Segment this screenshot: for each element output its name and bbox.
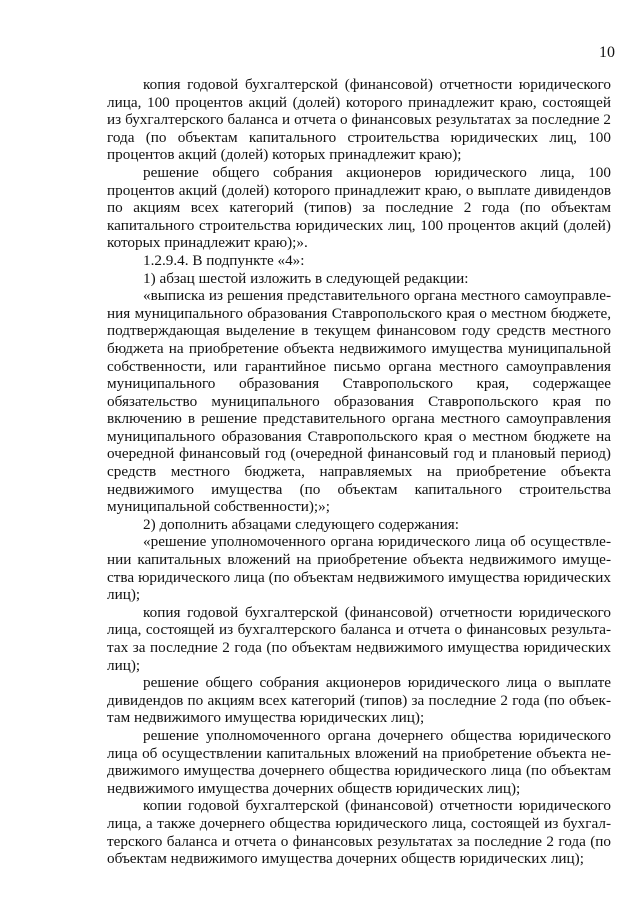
- paragraph-1: копия годовой бухгалтерской (финансовой) отчетности юридического лица, 100 процентов акций (долей) которого принадлежит краю, состоящей из бухгалтерского баланса и отчета о финансовых результатах за последние 2 года (по объектам капитального строительства юридических лиц, 100 процентов акций (долей) которых принадлежит краю);: [107, 76, 611, 164]
- paragraph-4: 1) абзац шестой изложить в следующей редакции:: [143, 269, 469, 287]
- paragraph-9: решение общего собрания акционеров юридического лица о выплате дивидендов по акциям всех категорий (типов) за последние 2 года (по объектам недвижимого имущества юридических лиц);: [107, 674, 611, 727]
- document-body: [107, 76, 611, 868]
- paragraph-8: копия годовой бухгалтерской (финансовой) отчетности юридического лица, состоящей из бухгалтерского баланса и отчета о финансовых результатах за последние 2 года (по объектам недвижимого имущества юридических лиц);: [107, 603, 611, 674]
- page-number: 10: [599, 44, 615, 61]
- paragraph-5: «выписка из решения представительного органа местного самоуправления муниципального образования Ставропольского края о местном бюджете, подтверждающая выделение в текущем финансовом году средств местного бюджета на приобретение объекта недвижимого имущества муниципальной собственности, или гарантийное письмо органа местного самоуправления муниципального образования Ставропольского края, содержащее обязательство муниципального образования Ставропольского края по включению в решение представительного органа местного самоуправления муниципального образования Ставропольского края о местном бюджете на очередной финансовый год (очередной финансовый год и плановый период) средств местного бюджета, направляемых на приобретение объекта недвижимого имущества (по объектам капитального строительства муниципальной собственности);»;: [107, 287, 611, 516]
- paragraph-2: решение общего собрания акционеров юридического лица, 100 процентов акций (долей) которого принадлежит краю, о выплате дивидендов по акциям всех категорий (типов) за последние 2 года (по объектам капитального строительства юридических лиц, 100 процентов акций (долей) которых принадлежит краю);».: [107, 163, 611, 252]
- paragraph-10: решение уполномоченного органа дочернего общества юридического лица об осуществлении капитальных вложений на приобретение объекта недвижимого имущества дочернего общества юридического лица (по объектам недвижимого имущества дочерних обществ юридических лиц);: [107, 726, 611, 797]
- paragraph-11: копии годовой бухгалтерской (финансовой) отчетности юридического лица, а также дочернего общества юридического лица, состоящей из бухгалтерского баланса и отчета о финансовых результатах за последние 2 года (по объектам недвижимого имущества дочерних обществ юридических лиц);: [107, 797, 611, 868]
- paragraph-3: 1.2.9.4. В подпункте «4»:: [143, 251, 305, 269]
- paragraph-6: 2) дополнить абзацами следующего содержания:: [143, 515, 459, 533]
- paragraph-7: «решение уполномоченного органа юридического лица об осуществлении капитальных вложений на приобретение объекта недвижимого имущества юридического лица (по объектам недвижимого имущества юридических лиц);: [107, 533, 611, 604]
